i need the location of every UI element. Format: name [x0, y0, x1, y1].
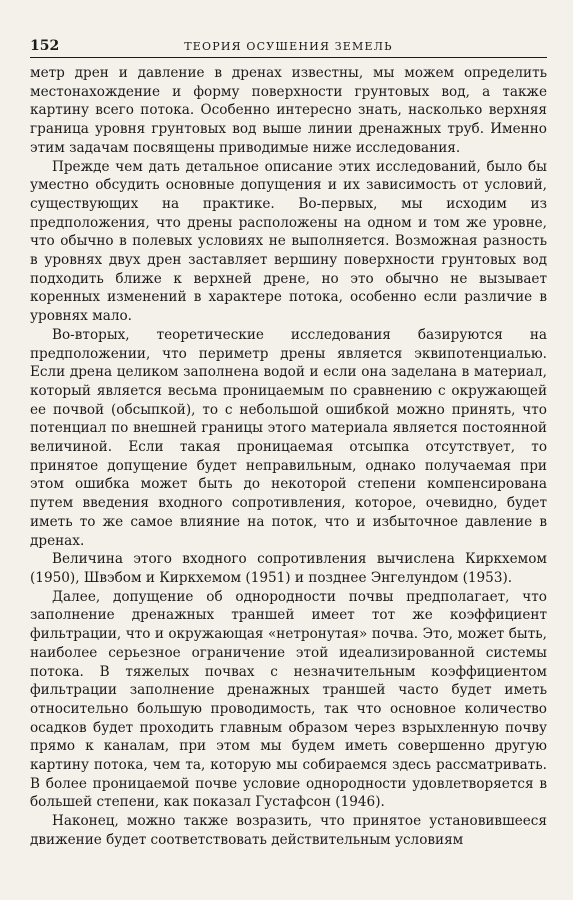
- paragraph: Величина этого входного сопротивления вычислена Киркхемом (1950), Швэбом и Киркхемом (1951) и позднее Энгелундом (1953).: [30, 551, 547, 586]
- page-header: [30, 38, 547, 58]
- paragraph: Наконец, можно также возразить, что принятое установившееся движение будет соответствовать действительным условиям: [30, 813, 547, 848]
- page-number: 152: [30, 38, 60, 54]
- body-text: [30, 64, 547, 850]
- paragraph-continuation: метр дрен и давление в дренах известны, мы можем определить местонахождение и форму поверхности грунтовых вод, а также картину всего потока. Особенно интересно знать, насколько верхняя граница уровня грунтовых вод выше линии дренажных труб. Именно этим задачам посвящены приводимые ниже исследования.: [30, 65, 547, 156]
- paragraph: Прежде чем дать детальное описание этих исследований, было бы уместно обсудить основные допущения и их зависимость от условий, существующих на практике. Во-первых, мы исходим из предположения, что дрены расположены на одном и том же уровне, что обычно в полевых условиях не выполняется. Возможная разность в уровнях двух дрен заставляет вершину поверхности грунтовых вод подходить ближе к верхней дрене, но это обычно не вызывает коренных изменений в характере потока, особенно если различие в уровнях мало.: [30, 158, 547, 325]
- running-title: ТЕОРИЯ ОСУШЕНИЯ ЗЕМЕЛЬ: [184, 40, 393, 53]
- paragraph: Во-вторых, теоретические исследования базируются на предположении, что периметр дрены является эквипотенциалью. Если дрена целиком заполнена водой и если она заделана в материал, который является весьма проницаемым по сравнению с окружающей ее почвой (обсыпкой), то с небольшой ошибкой можно принять, что потенциал по внешней границы этого материала является постоянной величиной. Если такая проницаемая отсыпка отсутствует, то принятое допущение будет неправильным, однако получаемая при этом ошибка может быть до некоторой степени компенсирована путем введения входного сопротивления, которое, очевидно, будет иметь то же самое влияние на поток, что и избыточное давление в дренах.: [30, 326, 547, 549]
- paragraph: Далее, допущение об однородности почвы предполагает, что заполнение дренажных траншей имеет тот же коэффициент фильтрации, что и окружающая «нетронутая» почва. Это, может быть, наиболее серьезное ограничение этой идеализированной системы потока. В тяжелых почвах с незначительным коэффициентом фильтрации заполнение дренажных траншей часто будет иметь относительно большую проводимость, так что основное количество осадков будет проходить главным образом через взрыхленную почву прямо к каналам, при этом мы будем иметь совершенно другую картину потока, чем та, которую мы собираемся здесь рассматривать. В более проницаемой почве условие однородности удовлетворяется в большей степени, как показал Густафсон (1946).: [30, 588, 547, 811]
